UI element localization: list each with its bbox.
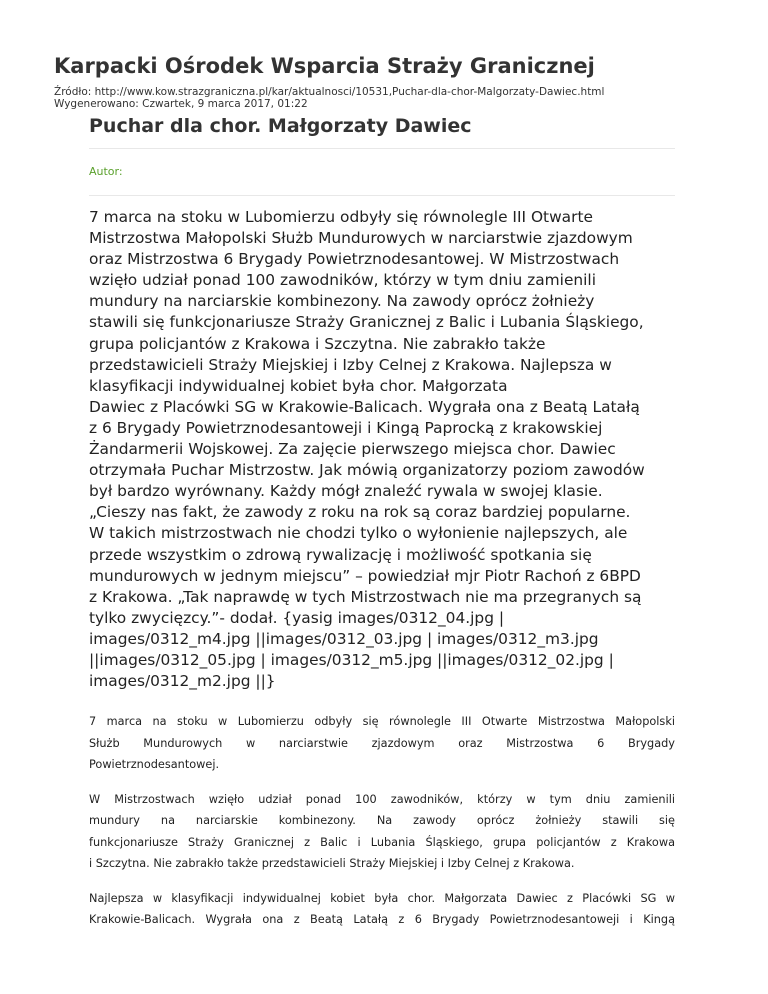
lead-line: z 6 Brygady Powietrznodesantoweji i Kingą Paprocką z krakowskiej: [89, 418, 603, 437]
divider: [89, 195, 675, 196]
lead-line: mundury na narciarskie kombinezony. Na zawody oprócz żołnieży: [89, 292, 595, 311]
site-title: Karpacki Ośrodek Wsparcia Straży Granicznej: [54, 54, 595, 78]
paragraph-line: Powietrznodesantowej.: [89, 758, 220, 772]
paragraph-line: i Szczytna. Nie zabrakło także przedstawicieli Straży Miejskiej i Izby Celnej z Krakowa.: [89, 857, 575, 871]
lead-line: otrzymała Puchar Mistrzostw. Jak mówią organizatorzy poziom zawodów: [89, 461, 645, 480]
lead-line: przede wszystkim o zdrową rywalizację i możliwość spotkania się: [89, 545, 592, 564]
lead-line: był bardzo wyrównany. Każdy mógł znaleźć rywala w swojej klasie.: [89, 482, 603, 501]
lead-line: wzięło udział ponad 100 zawodników, którzy w tym dniu zamienili: [89, 271, 596, 290]
paragraph-line: Najlepsza w klasyfikacji indywidualnej kobiet była chor. Małgorzata Dawiec z Placówki SG w: [89, 891, 675, 905]
source-url-line: Źródło: http://www.kow.strazgraniczna.pl/kar/aktualnosci/10531,Puchar-dla-chor-Malgorzaty-Dawiec.html: [54, 86, 605, 98]
lead-line: Mistrzostwa Małopolski Służb Mundurowych w narciarstwie zjazdowym: [89, 229, 633, 248]
lead-line: „Cieszy nas fakt, że zawody z roku na rok są coraz bardziej popularne.: [89, 503, 631, 522]
lead-line: grupa policjantów z Krakowa i Szczytna. Nie zabrakło także: [89, 334, 546, 353]
paragraph-line: 7 marca na stoku w Lubomierzu odbyły się równolegle III Otwarte Mistrzostwa Małopolski: [89, 715, 675, 729]
generated-date-line: Wygenerowano: Czwartek, 9 marca 2017, 01:22: [54, 98, 308, 110]
paragraph-line: mundury na narciarskie kombinezony. Na zawody oprócz żołnieży stawili się: [89, 814, 675, 828]
author-label: Autor:: [89, 165, 123, 178]
paragraph-line: Służb Mundurowych w narciarstwie zjazdowym oraz Mistrzostwa 6 Brygady: [89, 736, 675, 750]
lead-line: ||images/0312_05.jpg | images/0312_m5.jpg ||images/0312_02.jpg |: [89, 650, 614, 669]
site-header: [54, 52, 744, 110]
source-meta: [54, 86, 744, 110]
article-paragraph: [89, 888, 675, 931]
article-lead: [89, 207, 675, 692]
lead-line: images/0312_m2.jpg ||}: [89, 672, 276, 691]
article-paragraph: [89, 711, 675, 776]
article-title: Puchar dla chor. Małgorzaty Dawiec: [89, 115, 472, 137]
lead-line: oraz Mistrzostwa 6 Brygady Powietrznodesantowej. W Mistrzostwach: [89, 250, 620, 269]
lead-line: z Krakowa. „Tak naprawdę w tych Mistrzostwach nie ma przegranych są: [89, 587, 642, 606]
lead-line: mundurowych w jednym miejscu” – powiedział mjr Piotr Rachoń z 6BPD: [89, 566, 641, 585]
lead-line: przedstawicieli Straży Miejskiej i Izby Celnej z Krakowa. Najlepsza w: [89, 355, 612, 374]
paragraph-line: W Mistrzostwach wzięło udział ponad 100 zawodników, którzy w tym dniu zamienili: [89, 792, 675, 806]
lead-line: 7 marca na stoku w Lubomierzu odbyły się równolegle III Otwarte: [89, 208, 593, 226]
article: [89, 112, 675, 931]
lead-line: tylko zwycięzcy.”- dodał. {yasig images/0312_04.jpg |: [89, 608, 505, 627]
lead-line: stawili się funkcjonariusze Straży Granicznej z Balic i Lubania Śląskiego,: [89, 313, 644, 332]
lead-line: W takich mistrzostwach nie chodzi tylko o wyłonienie najlepszych, ale: [89, 524, 628, 543]
lead-line: Żandarmerii Wojskowej. Za zajęcie pierwszego miejsca chor. Dawiec: [89, 440, 616, 459]
lead-line: klasyfikacji indywidualnej kobiet była chor. Małgorzata: [89, 376, 508, 395]
paragraph-line: funkcjonariusze Straży Granicznej z Balic i Lubania Śląskiego, grupa policjantów z Krakowa: [89, 835, 675, 849]
lead-line: images/0312_m4.jpg ||images/0312_03.jpg | images/0312_m3.jpg: [89, 629, 599, 648]
article-paragraph: [89, 789, 675, 875]
paragraph-line: Krakowie-Balicach. Wygrała ona z Beatą Latałą z 6 Brygady Powietrznodesantoweji i Kingą: [89, 913, 675, 927]
lead-line: Dawiec z Placówki SG w Krakowie-Balicach. Wygrała ona z Beatą Latałą: [89, 397, 640, 416]
